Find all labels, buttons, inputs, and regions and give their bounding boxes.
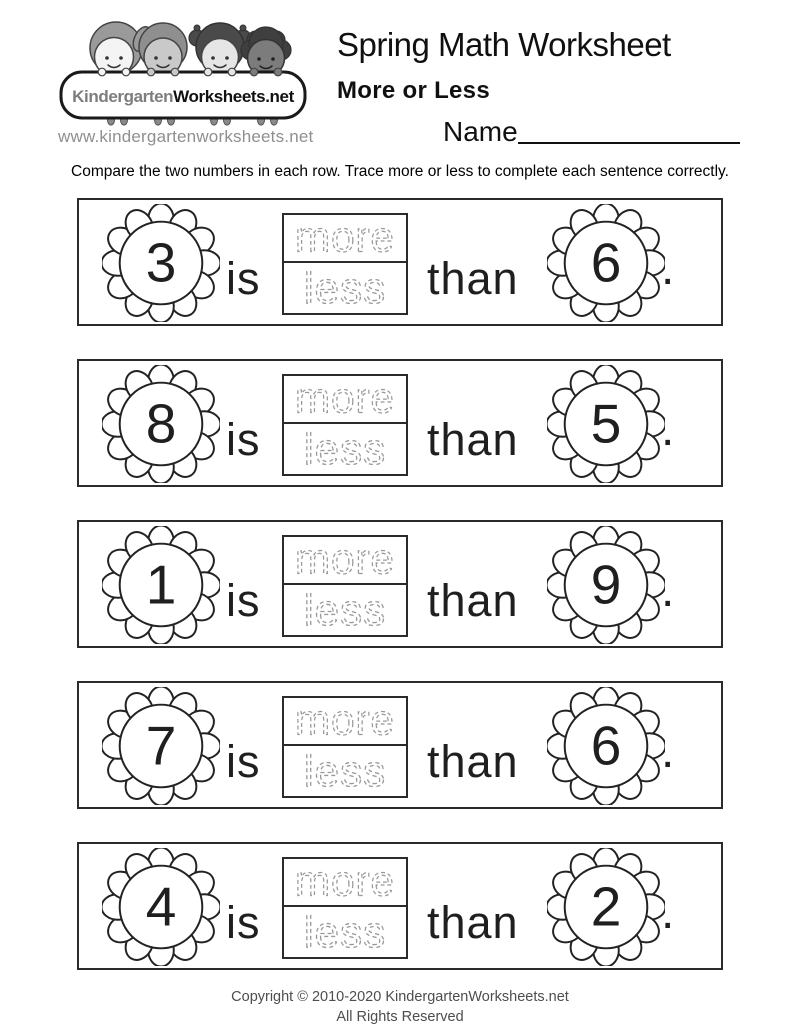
word-than: than xyxy=(427,253,519,304)
word-is: is xyxy=(226,414,261,465)
logo-url: www.kindergartenworksheets.net xyxy=(58,127,314,146)
word-than: than xyxy=(427,736,519,787)
trace-box xyxy=(282,213,408,315)
period-dot: . xyxy=(661,242,675,295)
name-label: Name xyxy=(443,116,518,147)
sentence-rows xyxy=(77,198,723,1003)
trace-option-more[interactable] xyxy=(284,859,406,907)
flower-icon xyxy=(547,526,665,644)
name-line xyxy=(443,116,740,148)
sentence-row-3 xyxy=(77,520,723,648)
page-subtitle: More or Less xyxy=(337,77,490,104)
period-dot: . xyxy=(661,403,675,456)
trace-option-more[interactable] xyxy=(284,376,406,424)
logo-kid-boy-gray xyxy=(139,23,187,76)
svg-text:less: less xyxy=(303,747,387,794)
sentence-row-4 xyxy=(77,681,723,809)
svg-text:less: less xyxy=(303,908,387,955)
flower-icon xyxy=(102,526,220,644)
trace-option-less[interactable] xyxy=(284,907,406,955)
svg-text:less: less xyxy=(303,264,387,311)
footer-copyright: Copyright © 2010-2020 KindergartenWorksheets.net xyxy=(231,989,569,1005)
sentence-row-1 xyxy=(77,198,723,326)
left-number: 8 xyxy=(145,392,177,455)
word-than: than xyxy=(427,897,519,948)
word-than: than xyxy=(427,575,519,626)
right-number: 6 xyxy=(590,231,622,294)
svg-text:less: less xyxy=(303,425,387,472)
flower-icon xyxy=(547,365,665,483)
period-dot: . xyxy=(661,564,675,617)
footer-rights: All Rights Reserved xyxy=(336,1008,464,1025)
svg-text:less: less xyxy=(303,586,387,633)
trace-box xyxy=(282,374,408,476)
trace-box xyxy=(282,696,408,798)
logo-wordmark: KindergartenWorksheets.net xyxy=(72,87,294,106)
right-number: 5 xyxy=(590,392,622,455)
period-dot: . xyxy=(661,886,675,939)
svg-text:more: more xyxy=(295,859,395,905)
svg-text:more: more xyxy=(295,215,395,261)
period-dot: . xyxy=(661,725,675,778)
word-is: is xyxy=(226,897,261,948)
left-number: 3 xyxy=(145,231,177,294)
instructions: Compare the two numbers in each row. Trace more or less to complete each sentence correctly. xyxy=(71,163,729,180)
trace-box xyxy=(282,535,408,637)
trace-option-less[interactable] xyxy=(284,746,406,794)
svg-text:more: more xyxy=(295,537,395,583)
trace-option-more[interactable] xyxy=(284,215,406,263)
logo-kid-boy-curly xyxy=(241,27,291,77)
trace-box xyxy=(282,857,408,959)
right-number: 6 xyxy=(590,714,622,777)
right-number: 9 xyxy=(590,553,622,616)
flower-icon xyxy=(102,848,220,966)
logo xyxy=(58,14,314,147)
svg-text:more: more xyxy=(295,376,395,422)
flower-icon xyxy=(547,204,665,322)
trace-option-less[interactable] xyxy=(284,585,406,633)
trace-option-less[interactable] xyxy=(284,424,406,472)
word-is: is xyxy=(226,253,261,304)
name-input-line[interactable] xyxy=(518,142,740,144)
svg-text:more: more xyxy=(295,698,395,744)
flower-icon xyxy=(547,848,665,966)
sentence-row-2 xyxy=(77,359,723,487)
flower-icon xyxy=(547,687,665,805)
flower-icon xyxy=(102,365,220,483)
left-number: 7 xyxy=(145,714,177,777)
flower-icon xyxy=(102,204,220,322)
trace-option-more[interactable] xyxy=(284,537,406,585)
page-title: Spring Math Worksheet xyxy=(337,26,671,63)
trace-option-more[interactable] xyxy=(284,698,406,746)
sentence-row-5 xyxy=(77,842,723,970)
right-number: 2 xyxy=(590,875,622,938)
flower-icon xyxy=(102,687,220,805)
word-is: is xyxy=(226,575,261,626)
left-number: 4 xyxy=(145,875,177,938)
word-than: than xyxy=(427,414,519,465)
trace-option-less[interactable] xyxy=(284,263,406,311)
logo-kids-icon xyxy=(58,14,308,126)
left-number: 1 xyxy=(145,553,177,616)
footer xyxy=(0,988,800,1027)
word-is: is xyxy=(226,736,261,787)
